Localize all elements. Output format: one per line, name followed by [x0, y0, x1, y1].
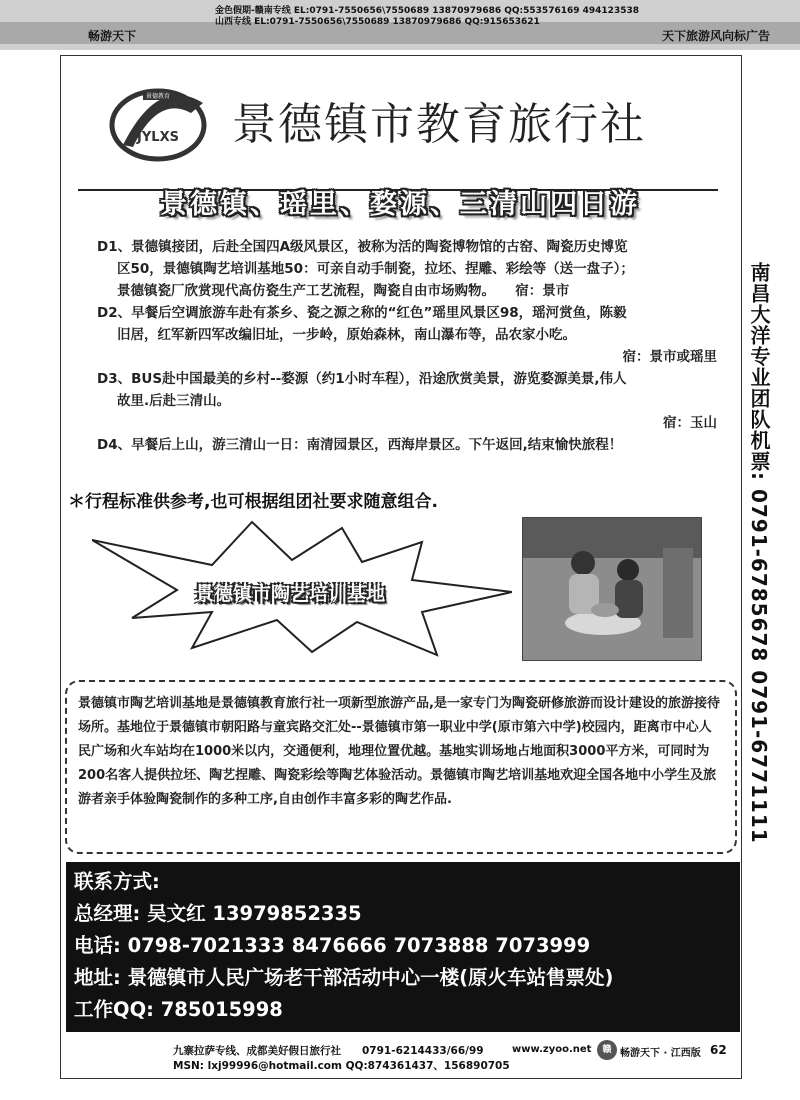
itinerary-line: D1、景德镇接团，后赴全国四A级风景区，被称为活的陶瓷博物馆的古窑、陶瓷历史博览	[97, 239, 628, 255]
itinerary-line: 宿：玉山	[663, 415, 717, 431]
contact-manager: 总经理: 吴文红 13979852335	[74, 902, 362, 925]
logo-text: JYLXS	[137, 130, 179, 145]
itinerary-note: ＊行程标准供参考,也可根据组团社要求随意组合.	[68, 492, 438, 512]
side-ad-airline-tickets: 南昌大洋专业团队机票: 0791-6785678 0791-6771111	[747, 262, 771, 844]
pottery-photo	[522, 517, 702, 661]
itinerary-line: 景德镇瓷厂欣赏现代高仿瓷生产工艺流程，陶瓷自由市场购物。 宿：景市	[117, 283, 570, 299]
itinerary-line: D4、早餐后上山，游三清山一日：南清园景区，西海岸景区。下午返回,结束愉快旅程！	[97, 437, 623, 453]
contact-panel	[66, 862, 740, 1032]
header-line-2: 山西专线 EL:0791-7550656\7550689 13870979686 QQ:915653621	[215, 17, 540, 27]
header-line-1: 金色假期-赣南专线 EL:0791-7550656\7550689 13870979686 QQ:553576169 494123538	[215, 6, 639, 16]
itinerary-line: D2、早餐后空调旅游车赴有茶乡、瓷之源之称的“红色”瑶里风景区98，瑶河赏鱼，陈毅	[97, 305, 627, 321]
itinerary-line: 宿：景市或瑶里	[622, 349, 717, 365]
agency-logo	[103, 85, 213, 165]
training-base-label: 景德镇市陶艺培训基地	[194, 583, 385, 605]
footer-magazine: 畅游天下 · 江西版	[620, 1048, 701, 1059]
itinerary-line: 故里.后赴三清山。	[117, 393, 231, 409]
itinerary-line: 区50，景德镇陶艺培训基地50：可亲自动手制瓷，拉坯、捏雕、彩绘等（送一盘子）；	[117, 261, 634, 277]
contact-phone: 电话: 0798-7021333 8476666 7073888 7073999	[74, 934, 591, 957]
header-left-title: 畅游天下	[88, 29, 137, 43]
training-base-description: 景德镇市陶艺培训基地是景德镇教育旅行社一项新型旅游产品,是一家专门为陶瓷研修旅游而设计建设的旅游接待场所。基地位于景德镇市朝阳路与童宾路交汇处--景德镇市第一职业中学(原市第六中学)校园内，距离市中心人民广场和火车站均在1000米以内，交通便利，地理位置优越。基地实训场地占地面积3000平方米，可同时为200名客人提供拉坯、陶艺捏雕、陶瓷彩绘等陶艺体验活动。景德镇市陶艺培训基地欢迎全国各地中小学生及旅游者亲手体验陶瓷制作的多种工序,自由创作丰富多彩的陶艺作品.	[78, 696, 720, 807]
contact-heading: 联系方式:	[74, 870, 160, 893]
footer-ad-line-1: 九寨拉萨专线、成都美好假日旅行社 0791-6214433/66/99	[173, 1045, 484, 1057]
header-right-title: 天下旅游风向标广告	[661, 29, 770, 43]
itinerary	[97, 236, 717, 456]
itinerary-line: D3、BUS赴中国最美的乡村--婺源（约1小时车程），沿途欣赏美景，游览婺源美景,伟人	[97, 371, 627, 387]
logo-small-text: 景德教育	[145, 93, 171, 100]
contact-qq: 工作QQ: 785015998	[74, 998, 283, 1021]
route-title: 景德镇、瑶里、婺源、三清山四日游	[160, 189, 640, 220]
footer-website: www.zyoo.net	[512, 1044, 592, 1055]
agency-name: 景德镇市教育旅行社	[232, 99, 646, 150]
footer-badge: 赣	[597, 1040, 617, 1060]
footer-ad-line-2: MSN: lxj99996@hotmail.com QQ:874361437、156890705	[173, 1060, 510, 1072]
itinerary-line: 旧居，红军新四军改编旧址，一步岭，原始森林，南山瀑布等，品农家小吃。	[117, 327, 576, 343]
page-number: 62	[710, 1043, 727, 1057]
contact-address: 地址: 景德镇市人民广场老干部活动中心一楼(原火车站售票处)	[74, 966, 614, 989]
